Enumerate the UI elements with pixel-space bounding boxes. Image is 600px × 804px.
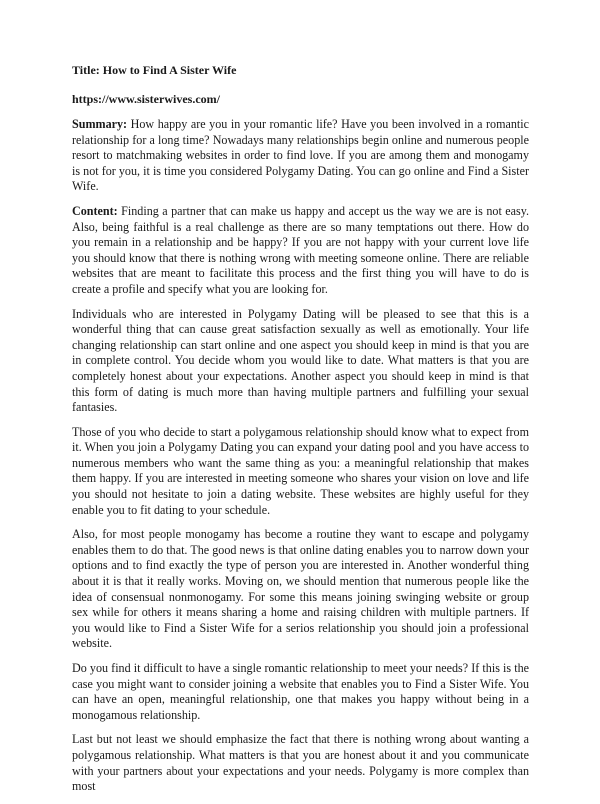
summary-text: How happy are you in your romantic life? Have you been involved in a romantic relationship for a long time? Nowadays many relationships begin online and numerous people resort to matchmaking websites in order to find love. If you are among them and monogamy is not for you, it is time you considered Polygamy Dating. You can go online and Find a Sister Wife. (72, 117, 529, 194)
document-page (72, 63, 529, 804)
body-paragraph-3: Also, for most people monogamy has become a routine they want to escape and polygamy enables them to do that. The good news is that online dating enables you to narrow down your options and to find exactly the type of person you are interested in. Another wonderful thing about it is that it really works. Moving on, we should mention that numerous people like the idea of consensual nonmonogamy. For some this means joining swinging website or group sex while for others it means sharing a home and raising children with multiple partners. If you would like to Find a Sister Wife for a serios relationship you should join a professional website. (72, 527, 529, 651)
summary-label: Summary: (72, 117, 128, 131)
source-url: https://www.sisterwives.com/ (72, 92, 220, 106)
document-title: Title: How to Find A Sister Wife (72, 63, 237, 77)
body-paragraph-5: Last but not least we should emphasize the fact that there is nothing wrong about wanting a polygamous relationship. What matters is that you are honest about it and you communicate with your partners about your expectations and your needs. Polygamy is more complex than most (72, 732, 529, 794)
summary-paragraph (72, 117, 529, 195)
content-paragraph (72, 204, 529, 298)
content-text: Finding a partner that can make us happy and accept us the way we are is not easy. Also, being faithful is a real challenge as there are so many temptations out there. How do you remain in a relationship and be happy? If you are not happy with your current love life you should know that there is nothing wrong with meeting someone online. There are reliable websites that are meant to facilitate this process and the first thing you will have to do is create a profile and specify what you are looking for. (72, 203, 530, 296)
body-paragraph-2: Those of you who decide to start a polygamous relationship should know what to expect from it. When you join a Polygamy Dating you can expand your dating pool and you have access to numerous members who want the same thing as you: a meaningful relationship that makes them happy. If you are interested in meeting someone who shares your vision on love and life you should not hesitate to join a dating website. These websites are highly useful for they enable you to fit dating to your schedule. (72, 424, 529, 517)
content-label: Content: (72, 203, 118, 218)
body-paragraph-1: Individuals who are interested in Polygamy Dating will be pleased to see that this is a wonderful thing that can cause great satisfaction sexually as well as emotionally. Your life changing relationship can start online and one aspect you should keep in mind is that you are in complete control. You decide whom you would like to date. What matters is that you are completely honest about your expectations. Another aspect you should keep in mind is that this form of dating is much more than having multiple partners and fulfilling your sexual fantasies. (72, 306, 529, 415)
body-paragraph-4: Do you find it difficult to have a single romantic relationship to meet your needs? If this is the case you might want to consider joining a website that enables you to Find a Sister Wife. You can have an open, meaningful relationship, one that makes you happy without being in a monogamous relationship. (72, 661, 529, 722)
